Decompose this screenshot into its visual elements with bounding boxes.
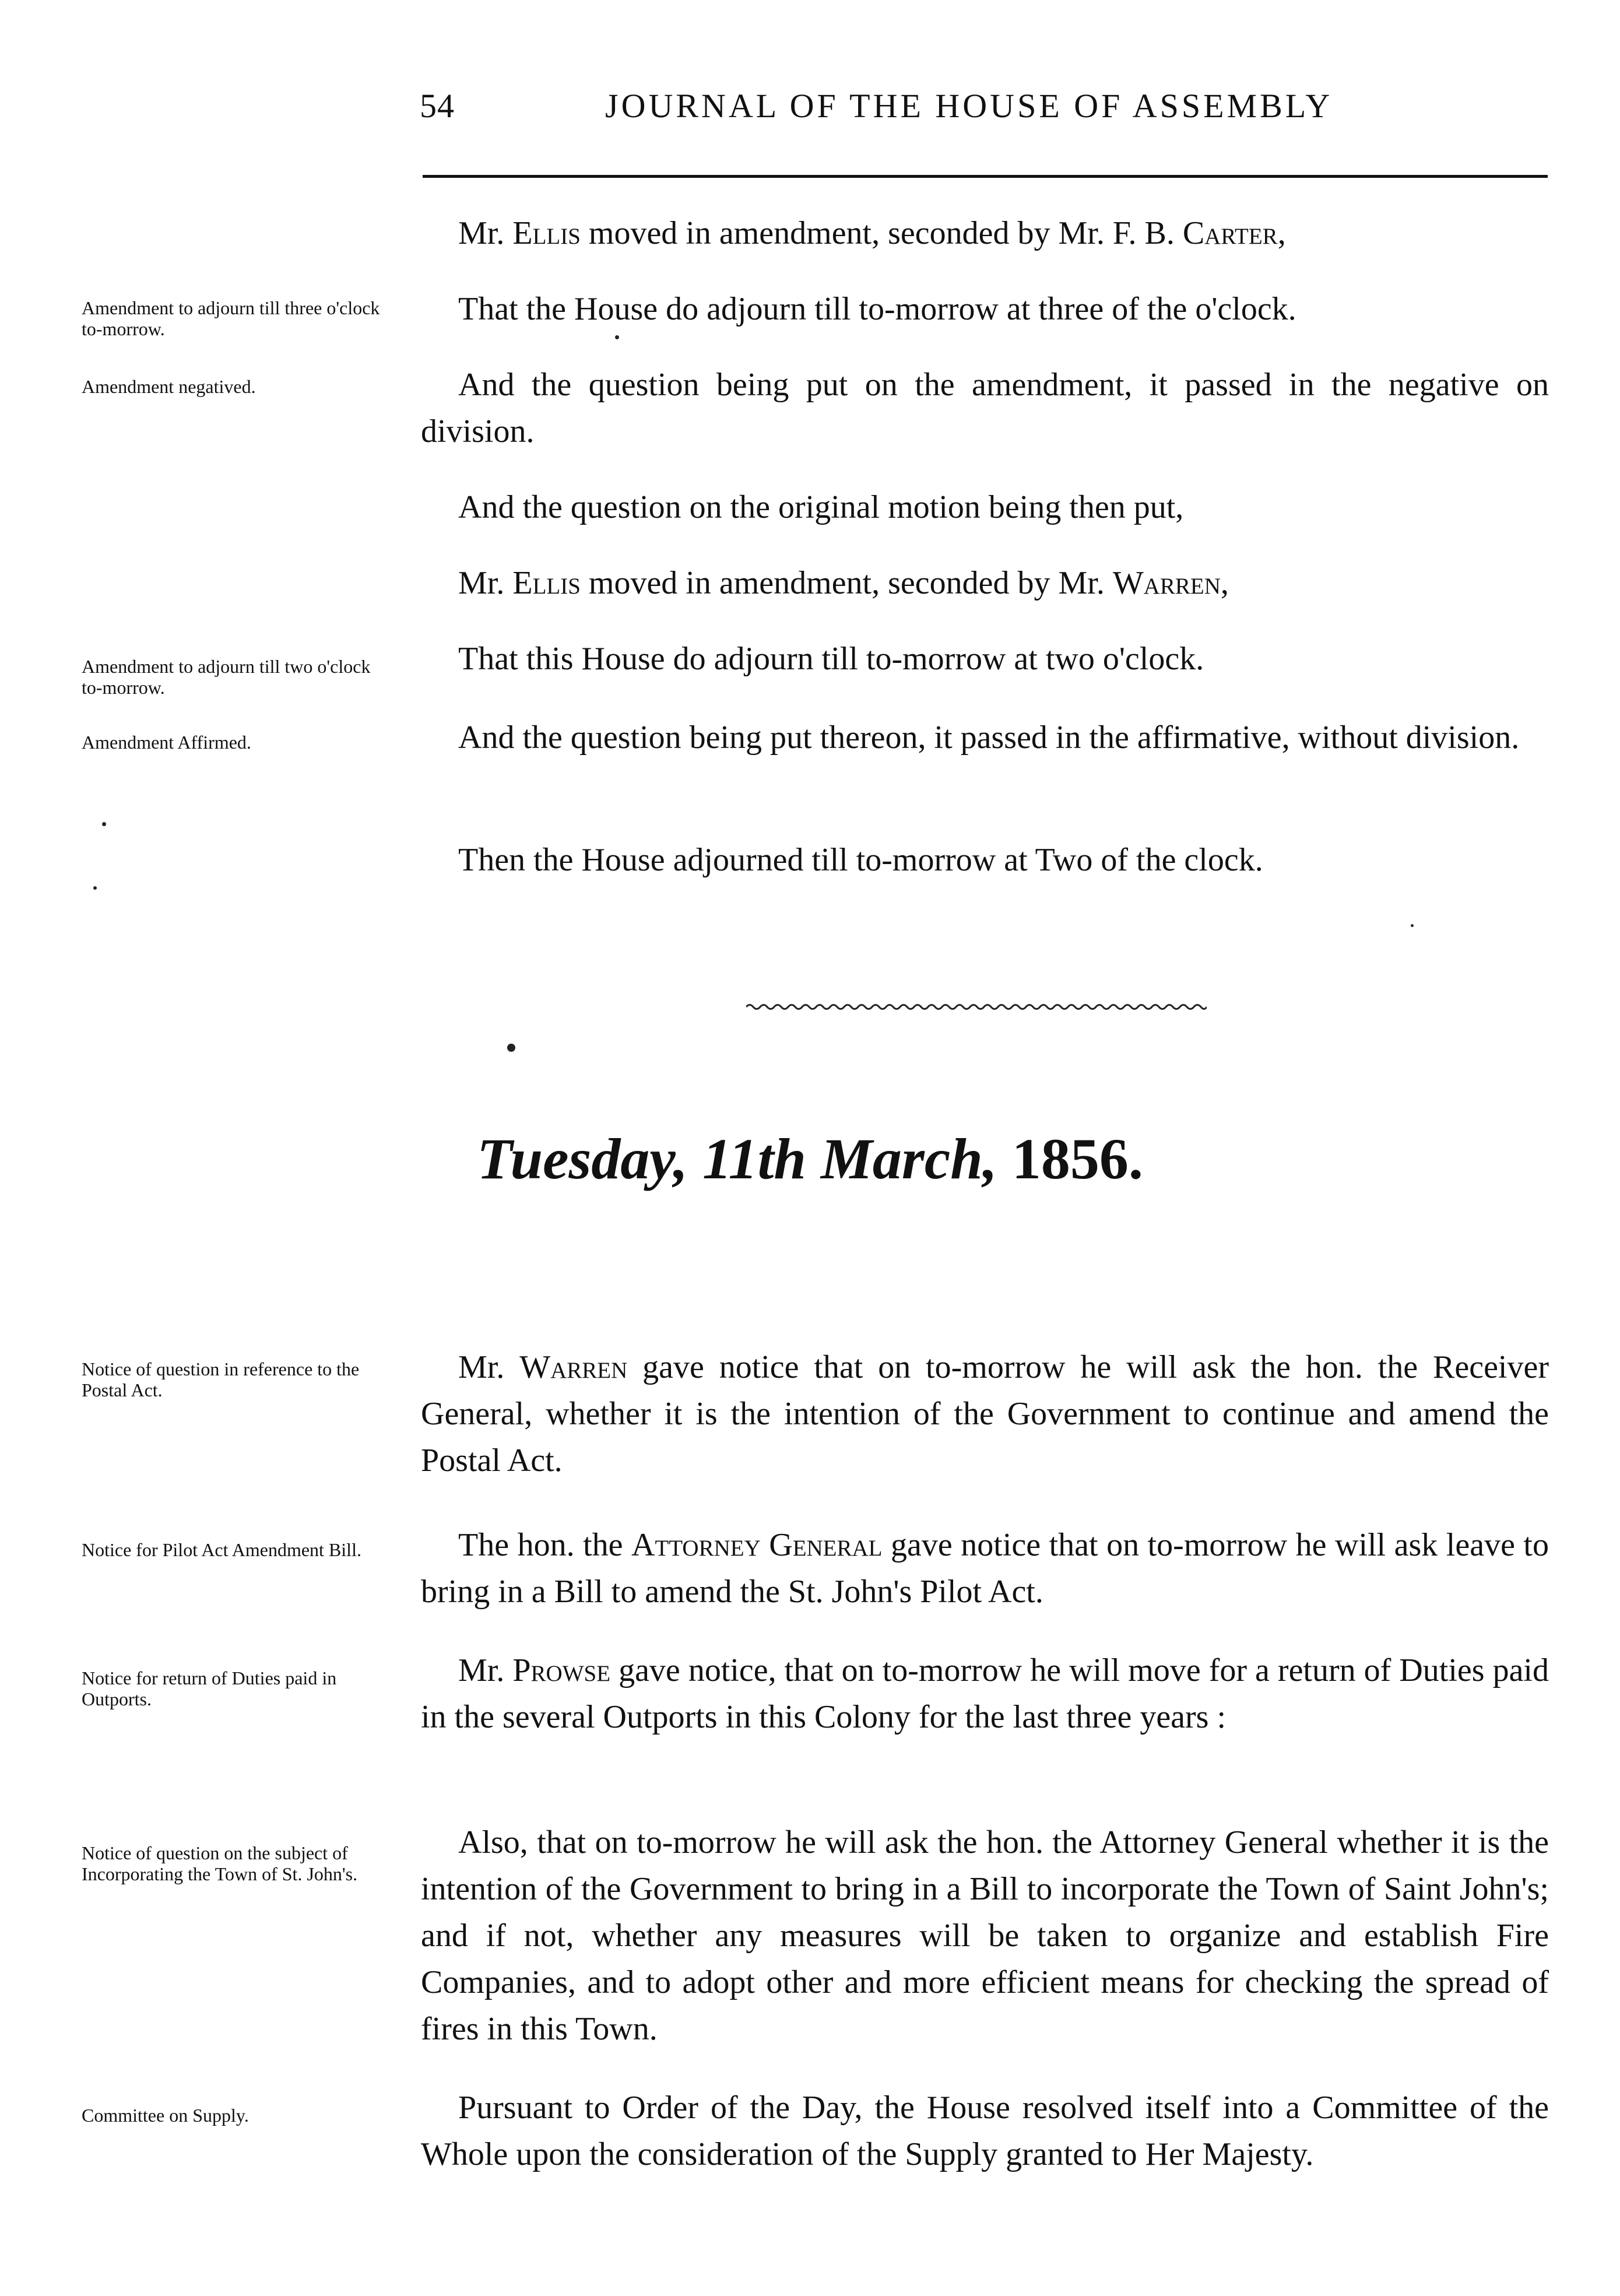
margin-note-adjourn-two: Amendment to adjourn till two o'clock to-morrow. (82, 656, 371, 698)
page-number: 54 (420, 87, 455, 125)
scan-speck (93, 886, 97, 890)
header-rule (423, 175, 1548, 178)
paragraph-original-motion: And the question on the original motion being then put, (458, 489, 1184, 525)
paragraph-adjourn-three: That the House do adjourn till to-morrow at three of the o'clock. (458, 291, 1296, 327)
margin-note-pilot-act: Notice for Pilot Act Amendment Bill. (82, 1539, 361, 1560)
margin-note-adjourn-three: Amendment to adjourn till three o'clock to-morrow. (82, 297, 380, 339)
paragraph-affirmative: And the question being put thereon, it passed in the affirmative, without division. (458, 719, 1520, 756)
date-heading: Tuesday, 11th March, 1856. (477, 1126, 1143, 1191)
margin-note-duties-return: Notice for return of Duties paid in Outports. (82, 1667, 337, 1709)
paragraph-ellis-amendment-2: Mr. Ellis moved in amendment, seconded by Mr. Warren, (458, 565, 1229, 601)
scan-speck (102, 822, 106, 826)
margin-note-incorporation: Notice of question on the subject of Incorporating the Town of St. John's. (82, 1842, 358, 1884)
scan-speck (615, 335, 619, 339)
margin-note-postal-act: Notice of question in reference to the Postal Act. (82, 1358, 360, 1400)
margin-note-supply: Committee on Supply. (82, 2105, 249, 2126)
paragraph-attorney-general-notice: The hon. the Attorney General gave notice that on to-morrow he will ask leave to bring in a Bill to amend the St. John's Pilot Act. (421, 1527, 1549, 1610)
paragraph-incorporation-question: Also, that on to-morrow he will ask the hon. the Attorney General whether it is the intention of the Government to bring in a Bill to incorporate the Town of Saint John's; and if not, whether any measures will be taken to organize and establish Fire Companies, and to adopt other and more efficient means for checking the spread of fires in this Town. (421, 1824, 1549, 2047)
paragraph-warren-notice: Mr. Warren gave notice that on to-morrow he will ask the hon. the Receiver General, whether it is the intention of the Government to continue and amend the Postal Act. (421, 1349, 1549, 1479)
section-divider (746, 1002, 1207, 1012)
running-title: JOURNAL OF THE HOUSE OF ASSEMBLY (605, 87, 1333, 125)
scan-speck (1411, 924, 1414, 927)
paragraph-adjourn-two: That this House do adjourn till to-morrow at two o'clock. (458, 641, 1204, 677)
margin-note-affirmed: Amendment Affirmed. (82, 732, 251, 753)
paragraph-committee-supply: Pursuant to Order of the Day, the House resolved itself into a Committee of the Whole upon the consideration of the Supply granted to Her Majesty. (421, 2090, 1549, 2172)
page-header (420, 86, 1527, 133)
paragraph-prowse-notice: Mr. Prowse gave notice, that on to-morrow he will move for a return of Duties paid in the several Outports in this Colony for the last three years : (421, 1652, 1549, 1735)
paragraph-negatived: And the question being put on the amendment, it passed in the negative on division. (421, 367, 1549, 450)
paragraph-ellis-amendment-1: Mr. Ellis moved in amendment, seconded by Mr. F. B. Carter, (458, 215, 1286, 251)
margin-note-negatived: Amendment negatived. (82, 376, 256, 397)
scan-speck (507, 1044, 515, 1052)
paragraph-house-adjourned: Then the House adjourned till to-morrow at Two of the clock. (458, 842, 1263, 878)
